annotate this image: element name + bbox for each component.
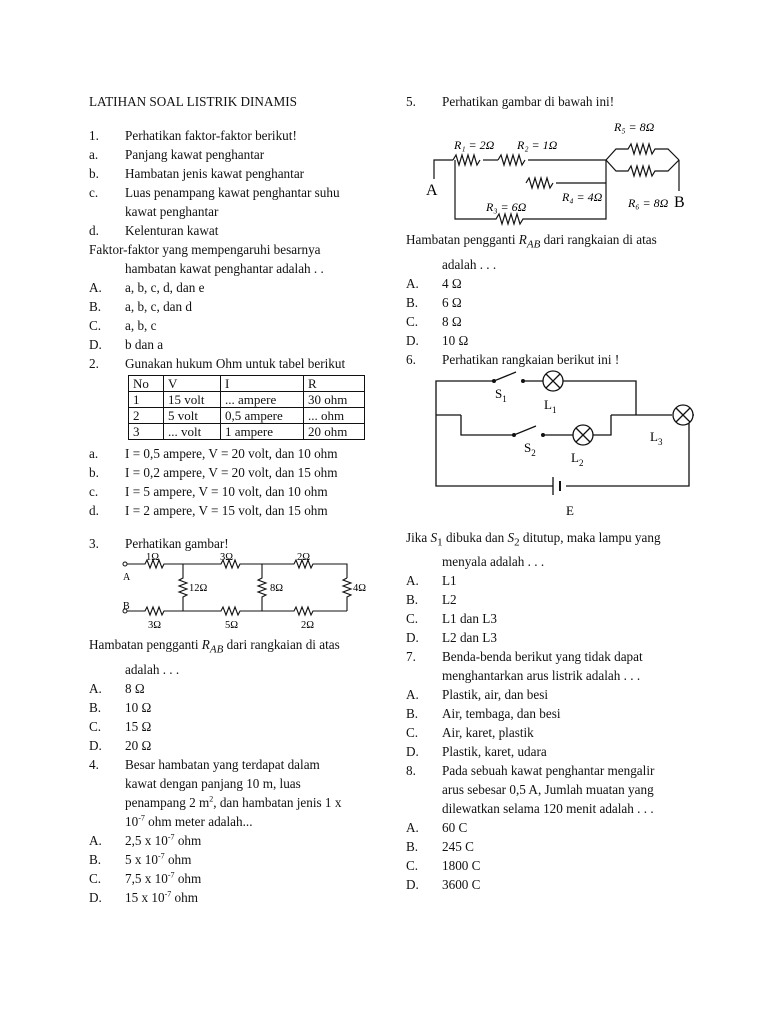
superscript: -7 (167, 870, 175, 880)
switch-symbol: S (430, 529, 438, 545)
lamp-l3-label: $L_3$ (650, 428, 663, 447)
question-text: Benda-benda berikut yang tidak dapat (442, 649, 643, 665)
question-6-text-cont: menyala adalah . . . (442, 554, 545, 570)
question-5-text-cont: adalah . . . (442, 256, 497, 272)
factor-label: d. (89, 223, 99, 238)
table-row (129, 392, 365, 408)
question-number: 4. (89, 756, 99, 772)
answer-option[interactable] (406, 571, 706, 590)
resistor-label: R₁ = 2Ω (454, 138, 495, 152)
question-4-text-cont (89, 812, 379, 831)
option-text: 60 C (442, 820, 468, 836)
option-label: C. (89, 318, 102, 333)
node-a-terminal (123, 562, 127, 566)
lamp-l1-label: $L_1$ (544, 396, 557, 415)
question-6-text (406, 528, 706, 553)
factor-item (89, 145, 379, 164)
option-text: Air, karet, plastik (442, 725, 534, 741)
answer-option[interactable] (89, 888, 379, 907)
question-6-prompt (406, 350, 706, 369)
answer-option[interactable] (406, 331, 706, 350)
table-cell: 0,5 ampere (221, 408, 304, 424)
question-7-text-cont: menghantarkan arus listrik adalah . . . (442, 668, 641, 684)
option-text: 8 Ω (125, 680, 145, 696)
factor-label: c. (89, 185, 99, 200)
answer-option[interactable] (406, 875, 706, 894)
switch-contact (512, 433, 516, 437)
option-value: 5 x 10 (125, 851, 158, 867)
option-unit: ohm (174, 832, 202, 848)
question-text: Hambatan pengganti (406, 232, 519, 247)
option-label: A. (89, 280, 102, 295)
table-row (129, 424, 365, 440)
option-label: C. (406, 611, 419, 627)
question-text: Pada sebuah kawat penghantar mengalir (442, 763, 655, 779)
answer-option[interactable] (406, 837, 706, 856)
question-text: Perhatikan gambar! (125, 536, 229, 551)
resistor-label: 8Ω (270, 583, 284, 594)
table-cell: 2 (129, 408, 164, 424)
question-8-text-cont: dilewatkan selama 120 menit adalah . . . (442, 801, 654, 817)
option-unit: ohm (174, 870, 202, 886)
question-3-text (89, 635, 379, 660)
factor-item (89, 164, 379, 183)
rab-subscript: AB (526, 238, 541, 251)
factor-text: Panjang kawat penghantar (125, 147, 265, 162)
option-label: c. (89, 484, 99, 499)
switch-contact (521, 379, 525, 383)
table-cell: 3 (129, 424, 164, 440)
question-text: , dan hambatan jenis 1 x (213, 794, 342, 810)
superscript: 2 (209, 794, 214, 804)
rab-symbol: R (518, 232, 527, 247)
switch-s2-label: $S_2$ (524, 439, 536, 458)
option-text (125, 869, 379, 888)
table-cell: 5 volt (164, 408, 221, 424)
option-text: I = 0,5 ampere, V = 20 volt, dan 10 ohm (125, 446, 338, 461)
option-label: B. (89, 699, 102, 715)
option-text: L1 dan L3 (442, 611, 497, 627)
table-cell: ... ohm (304, 408, 365, 424)
answer-option[interactable] (406, 818, 706, 837)
subscript: 1 (437, 536, 443, 549)
answer-option[interactable] (89, 335, 379, 354)
resistor-label: 3Ω (220, 553, 234, 563)
question-number: 2. (89, 356, 99, 371)
option-label: D. (406, 630, 419, 646)
table-cell: 1 ampere (221, 424, 304, 440)
answer-option[interactable] (89, 463, 379, 482)
option-text: L1 (442, 573, 457, 589)
answer-option[interactable] (406, 685, 706, 704)
option-unit: ohm (164, 851, 192, 867)
option-text: I = 0,2 ampere, V = 20 volt, dan 15 ohm (125, 465, 338, 480)
answer-option[interactable] (406, 293, 706, 312)
answer-option[interactable] (406, 590, 706, 609)
factor-text: Kelenturan kawat (125, 223, 219, 238)
table-row (129, 408, 365, 424)
table-cell: 20 ohm (304, 424, 365, 440)
option-label: D. (406, 744, 419, 760)
answer-option[interactable] (406, 312, 706, 331)
option-label: b. (89, 465, 99, 480)
table-cell: ... volt (164, 424, 221, 440)
option-label: B. (406, 706, 419, 722)
option-text: 10 Ω (442, 332, 469, 348)
resistor-label: 2Ω (301, 620, 315, 631)
question-text: Jika (406, 529, 431, 545)
question-2-prompt (89, 354, 379, 373)
option-unit: ohm (171, 889, 198, 905)
question-text: Gunakan hukum Ohm untuk tabel berikut (125, 356, 346, 371)
option-text: L2 dan L3 (442, 630, 497, 646)
option-text: L2 (442, 592, 457, 608)
factor-text: Hambatan jenis kawat penghantar (125, 166, 305, 181)
factor-item (89, 221, 379, 240)
option-label: A. (406, 687, 419, 703)
battery-label: E (566, 502, 574, 518)
question-1-text: Faktor-faktor yang mempengaruhi besarnya (89, 242, 321, 257)
factor-text: kawat penghantar (125, 204, 219, 219)
subscript: 2 (514, 536, 520, 549)
option-label: C. (406, 313, 419, 329)
option-label: C. (406, 858, 419, 874)
option-value: 2,5 x 10 (125, 832, 168, 848)
question-number: 3. (89, 536, 99, 551)
option-text: I = 5 ampere, V = 10 volt, dan 10 ohm (125, 484, 328, 499)
question-8-text (406, 761, 706, 780)
factor-text: Luas penampang kawat penghantar suhu (125, 185, 340, 200)
factor-item (89, 202, 379, 221)
question-text: dari rangkaian di atas (223, 637, 340, 652)
table-header: R (304, 376, 365, 392)
answer-option[interactable] (406, 628, 706, 647)
question-number: 5. (406, 94, 416, 109)
answer-option[interactable] (89, 278, 379, 297)
option-text: 245 C (442, 839, 474, 855)
option-text: 3600 C (442, 877, 481, 893)
option-text: 8 Ω (442, 313, 462, 329)
option-label: d. (89, 503, 99, 518)
option-label: B. (89, 299, 102, 314)
lamp-l2-label: $L_2$ (571, 449, 584, 468)
answer-option[interactable] (406, 609, 706, 628)
option-text: a, b, c (125, 318, 157, 333)
resistor-label: 2Ω (297, 553, 311, 563)
question-number: 1. (89, 128, 99, 143)
question-text: ohm meter adalah... (144, 813, 253, 829)
answer-option[interactable] (89, 679, 379, 698)
question-1-prompt (89, 126, 379, 145)
option-text (125, 888, 379, 907)
switch-contact (492, 379, 496, 383)
table-cell: ... ampere (221, 392, 304, 408)
question-3-text-cont: adalah . . . (125, 661, 180, 677)
option-label: D. (406, 332, 419, 348)
option-label: B. (89, 851, 102, 867)
option-text: Plastik, karet, udara (442, 744, 547, 760)
answer-option[interactable] (406, 704, 706, 723)
resistor-label: 4Ω (353, 583, 367, 594)
resistor-label: R₅ = 8Ω (614, 120, 655, 134)
switch-s1-label: $S_1$ (495, 385, 507, 404)
right-column (406, 92, 706, 894)
option-text: a, b, c, d, dan e (125, 280, 205, 295)
answer-option[interactable] (89, 297, 379, 316)
node-b-label: B (123, 601, 130, 612)
node-b-label: B (674, 194, 685, 211)
table-header: V (164, 376, 221, 392)
answer-option[interactable] (89, 831, 379, 850)
question-text: dari rangkaian di atas (540, 232, 657, 247)
question-text: Perhatikan rangkaian berikut ini ! (442, 351, 620, 367)
option-label: A. (406, 573, 419, 589)
superscript: -7 (138, 813, 145, 823)
answer-option[interactable] (89, 482, 379, 501)
question-4-text-cont (89, 793, 379, 812)
option-text: 6 Ω (442, 294, 462, 310)
option-text: 15 Ω (125, 718, 152, 734)
question-number: 7. (406, 649, 416, 665)
question-number: 6. (406, 351, 416, 367)
option-text (125, 850, 379, 869)
option-value: 7,5 x 10 (125, 870, 168, 886)
question-number: 8. (406, 763, 416, 779)
rab-symbol: R (201, 637, 210, 652)
question-3-prompt (89, 534, 379, 553)
answer-option[interactable] (89, 698, 379, 717)
option-label: C. (406, 725, 419, 741)
resistor-label: R₃ = 6Ω (486, 200, 527, 214)
option-text: b dan a (125, 337, 164, 352)
answer-option[interactable] (89, 717, 379, 736)
option-label: a. (89, 446, 99, 461)
switch-symbol: S (507, 529, 515, 545)
superscript: -7 (157, 851, 165, 861)
answer-option[interactable] (89, 869, 379, 888)
question-text: dibuka dan (442, 529, 508, 545)
option-label: C. (89, 870, 102, 886)
option-text: I = 2 ampere, V = 15 volt, dan 15 ohm (125, 503, 328, 518)
resistor-label: 3Ω (148, 620, 162, 631)
option-label: D. (89, 889, 102, 905)
table-cell: 30 ohm (304, 392, 365, 408)
question-text: ditutup, maka lampu yang (519, 529, 661, 545)
option-text: Air, tembaga, dan besi (442, 706, 561, 722)
question-8-text-cont: arus sebesar 0,5 A, Jumlah muatan yang (442, 782, 654, 798)
option-label: B. (406, 294, 419, 310)
option-label: D. (406, 877, 419, 893)
circuit-diagram-q6 (406, 369, 706, 524)
question-text: Hambatan pengganti (89, 637, 202, 652)
spacer (89, 520, 379, 534)
question-7-text (406, 647, 706, 666)
answer-option[interactable] (406, 742, 706, 761)
factor-label: b. (89, 166, 99, 181)
question-text: Perhatikan faktor-faktor berikut! (125, 128, 297, 143)
option-label: C. (89, 718, 102, 734)
superscript: -7 (164, 889, 172, 899)
node-a-label: A (426, 182, 438, 199)
question-5-text (406, 230, 706, 255)
answer-option[interactable] (89, 736, 379, 755)
table-header-row (129, 376, 365, 392)
option-text: 20 Ω (125, 737, 152, 753)
answer-option[interactable] (406, 274, 706, 293)
option-text: a, b, c, dan d (125, 299, 193, 314)
option-label: B. (406, 592, 419, 608)
resistor-label: 12Ω (189, 583, 208, 594)
answer-option[interactable] (89, 316, 379, 335)
answer-option[interactable] (89, 501, 379, 520)
option-text: 10 Ω (125, 699, 152, 715)
question-4-text-cont: kawat dengan panjang 10 m, luas (125, 775, 301, 791)
left-column (89, 92, 379, 907)
factor-label: a. (89, 147, 99, 162)
answer-option[interactable] (406, 723, 706, 742)
answer-option[interactable] (406, 856, 706, 875)
page-title: LATIHAN SOAL LISTRIK DINAMIS (89, 94, 297, 109)
resistor-label: 1Ω (146, 553, 160, 563)
option-label: A. (89, 680, 102, 696)
option-label: D. (89, 337, 102, 352)
question-1-text-cont: hambatan kawat penghantar adalah . . (125, 261, 324, 276)
resistor-label: R₂ = 1Ω (517, 138, 558, 152)
resistor-label: 5Ω (225, 620, 239, 631)
rab-subscript: AB (209, 643, 224, 656)
question-text: 10 (125, 813, 139, 829)
question-text: Perhatikan gambar di bawah ini! (442, 94, 615, 109)
option-label: A. (406, 275, 419, 291)
option-text (125, 831, 379, 850)
resistor-label: R₆ = 8Ω (628, 196, 669, 210)
circuit-diagram-q5 (406, 111, 706, 226)
switch-contact (541, 433, 545, 437)
node-a-label: A (123, 572, 131, 583)
answer-option[interactable] (89, 444, 379, 463)
question-5-prompt (406, 92, 706, 111)
question-text: penampang 2 m (125, 794, 210, 810)
option-label: B. (406, 839, 419, 855)
factor-item (89, 183, 379, 202)
option-text: 1800 C (442, 858, 481, 874)
option-label: D. (89, 737, 102, 753)
question-4-text (89, 755, 379, 774)
ohm-table (128, 375, 365, 440)
table-header: No (129, 376, 164, 392)
question-text: Besar hambatan yang terdapat dalam (125, 756, 320, 772)
table-cell: 15 volt (164, 392, 221, 408)
table-cell: 1 (129, 392, 164, 408)
option-value: 15 x 10 (125, 889, 165, 905)
option-label: A. (406, 820, 419, 836)
superscript: -7 (167, 832, 175, 842)
circuit-diagram-q3 (89, 553, 379, 631)
resistor-label: R₄ = 4Ω (562, 190, 603, 204)
option-label: A. (89, 832, 102, 848)
answer-option[interactable] (89, 850, 379, 869)
option-text: Plastik, air, dan besi (442, 687, 549, 703)
option-text: 4 Ω (442, 275, 462, 291)
table-header: I (221, 376, 304, 392)
